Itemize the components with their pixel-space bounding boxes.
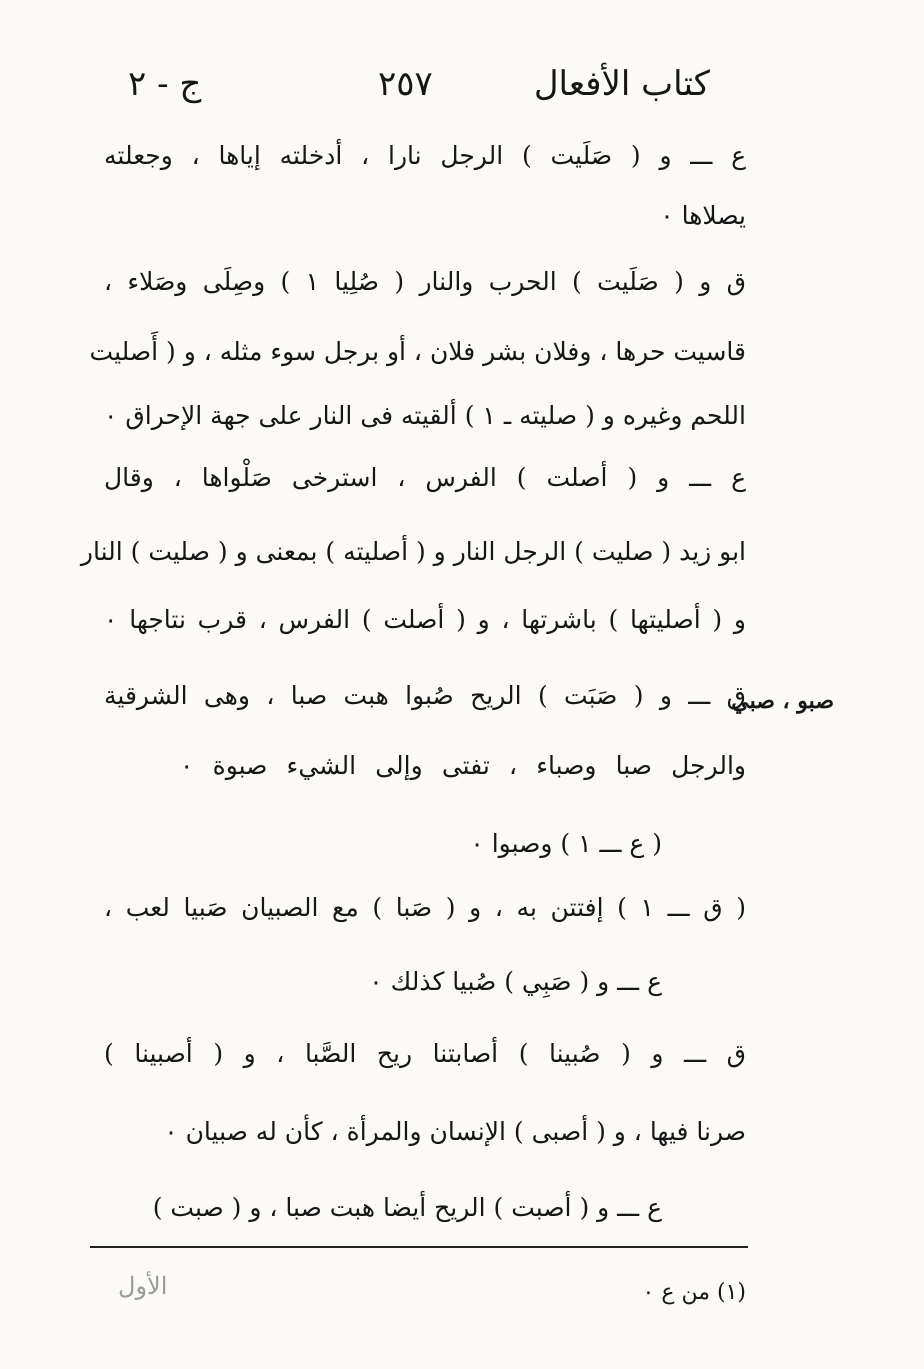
- footnote: (١) من ع ٠: [642, 1280, 746, 1305]
- text-line: اللحم وغيره و ( صليته ـ ١ ) ألقيته فى النار على جهة الإحراق ٠: [104, 401, 746, 430]
- text-line: ع ـــ و ( أصلت ) الفرس ، استرخى صَلْواها ، وقال: [104, 463, 746, 492]
- text-line: ع ـــ و ( أصبت ) الريح أيضا هبت صبا ، و ( صبت ): [152, 1193, 662, 1222]
- text-line: يصلاها ٠: [660, 201, 746, 230]
- text-line: ق ـــ و ( صَبَت ) الريح صُبوا هبت صبا ، وهى الشرقية: [104, 681, 746, 710]
- text-line: ( ق ـــ ١ ) إفتتن به ، و ( صَبا ) مع الصبيان صَبيا لعب ،: [104, 893, 746, 922]
- part-label: ج - ٢: [128, 64, 202, 104]
- text-line: ق ـــ و ( صُبينا ) أصابتنا ريح الصَّبا ، و ( أصبينا ): [104, 1039, 746, 1068]
- text-line: ع ـــ و ( صَلَيت ) الرجل نارا ، أدخلته إياها ، وجعلته: [104, 141, 746, 170]
- running-title: كتاب الأفعال: [533, 64, 710, 104]
- text-line: ق و ( صَلَيت ) الحرب والنار ( صُلِيا ١ ) وصِلَى وصَلاء ،: [104, 267, 747, 296]
- faint-stamp: الأول: [118, 1272, 168, 1300]
- text-line: صرنا فيها ، و ( أصبى ) الإنسان والمرأة ، كأن له صبيان ٠: [164, 1117, 746, 1146]
- text-line: قاسيت حرها ، وفلان بشر فلان ، أو برجل سوء مثله ، و ( أَصليت: [89, 337, 746, 366]
- text-line: ابو زيد ( صليت ) الرجل النار و ( أصليته ) بمعنى و ( صليت ) النار: [80, 537, 746, 566]
- text-line: ع ـــ و ( صَبِي ) صُبيا كذلك ٠: [369, 967, 662, 996]
- text-line: و ( أصليتها ) باشرتها ، و ( أصلت ) الفرس ، قرب نتاجها ٠: [104, 605, 746, 634]
- margin-entry-label: صبو ، صبي: [731, 688, 834, 714]
- footnote-rule: [90, 1246, 748, 1248]
- page-number: ٢٥٧: [378, 64, 433, 104]
- text-line: ( ع ـــ ١ ) وصبوا ٠: [470, 829, 662, 858]
- text-line: والرجل صبا وصباء ، تفتى وإلى الشيء صبوة ٠: [180, 751, 746, 780]
